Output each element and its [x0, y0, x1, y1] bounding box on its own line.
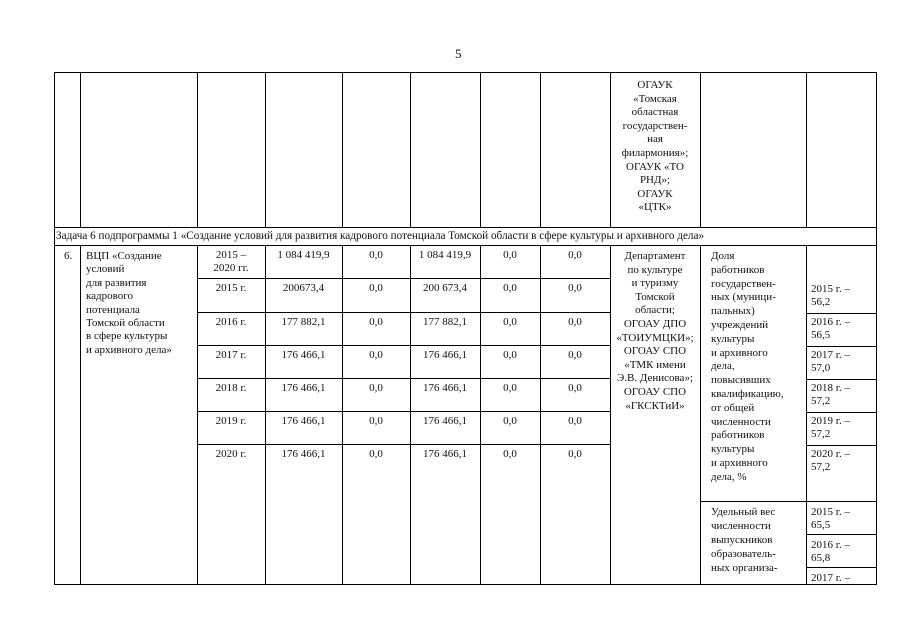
- indicator-1-value: 56,5: [811, 329, 831, 341]
- total-cell: 176 466,1: [281, 415, 326, 427]
- continuation-line: ная: [647, 133, 663, 146]
- indicator-1-value: 2015 г. –: [811, 283, 851, 295]
- funding-row-rule: [197, 378, 611, 379]
- indicator-2-value: 65,8: [811, 552, 831, 564]
- regional-cell: 176 466,1: [423, 415, 467, 427]
- executor-line: по культуре: [627, 263, 683, 276]
- program-name-line: для развития: [86, 276, 147, 289]
- municipal-cell: 0,0: [503, 382, 517, 394]
- year-cell: 2020 г.: [215, 448, 247, 460]
- column-rule: [80, 72, 81, 228]
- value-row-rule: [806, 346, 877, 347]
- funding-row-rule: [197, 444, 611, 445]
- indicator-1-line: от общей: [711, 401, 755, 414]
- federal-cell: 0,0: [369, 316, 383, 328]
- column-rule: [80, 245, 81, 585]
- indicator-1-value: 57,2: [811, 428, 831, 440]
- regional-cell: 177 882,1: [423, 316, 467, 328]
- value-row-rule: [806, 534, 877, 535]
- indicator-1-line: пальных): [711, 305, 755, 318]
- row-number: 6.: [64, 250, 73, 262]
- indicator-2-value: 2015 г. –: [811, 506, 851, 518]
- extrabudget-cell: 0,0: [568, 415, 582, 427]
- indicator-1-line: работников: [711, 429, 765, 442]
- year-cell: 2017 г.: [215, 349, 247, 361]
- column-rule: [540, 72, 541, 228]
- federal-cell: 0,0: [369, 249, 383, 261]
- continuation-line: областная: [631, 106, 679, 119]
- column-rule: [806, 72, 807, 228]
- indicator-2-line: численности: [711, 520, 771, 532]
- program-name-line: условий: [86, 263, 125, 276]
- funding-row-rule: [197, 345, 611, 346]
- indicator-1-value: 57,2: [811, 395, 831, 407]
- executor-line: области;: [635, 304, 675, 317]
- continuation-line: ОГАУК: [637, 79, 673, 91]
- total-cell: 176 466,1: [281, 382, 326, 394]
- federal-cell: 0,0: [369, 382, 383, 394]
- indicator-2-value: 2016 г. –: [811, 539, 851, 551]
- table-bottom-border: [54, 584, 877, 585]
- total-cell: 176 466,1: [281, 448, 326, 460]
- total-cell: 1 084 419,9: [277, 249, 330, 261]
- indicator-2-line: выпускников: [711, 534, 773, 546]
- total-cell: 176 466,1: [281, 349, 326, 361]
- municipal-cell: 0,0: [503, 349, 517, 361]
- task-row-top: [54, 227, 877, 228]
- continuation-line: ОГАУК «ТО: [626, 160, 684, 173]
- indicator-1-line: государствен-: [711, 277, 776, 290]
- year-cell: 2019 г.: [215, 415, 247, 427]
- indicator-1-value: 56,2: [811, 296, 831, 308]
- extrabudget-cell: 0,0: [568, 349, 582, 361]
- page-number: 5: [455, 46, 462, 61]
- total-cell: 177 882,1: [281, 316, 326, 328]
- continuation-line: филармония»;: [621, 147, 689, 159]
- continuation-line: ОГАУК: [637, 187, 673, 200]
- indicator-1-line: и архивного: [711, 346, 768, 359]
- year-cell: 2020 гг.: [213, 262, 249, 274]
- indicator-1-line: дела, %: [711, 470, 747, 483]
- continuation-line: РНД»;: [639, 174, 671, 187]
- total-cell: 200673,4: [282, 282, 325, 294]
- table-right-border: [876, 72, 877, 585]
- regional-cell: 1 084 419,9: [418, 249, 472, 261]
- municipal-cell: 0,0: [503, 249, 517, 261]
- indicator-1-value: 57,0: [811, 362, 831, 374]
- regional-cell: 176 466,1: [423, 382, 467, 394]
- funding-row-rule: [197, 312, 611, 313]
- extrabudget-cell: 0,0: [568, 282, 582, 294]
- regional-cell: 176 466,1: [423, 448, 467, 460]
- executor-line: Томской: [635, 290, 675, 303]
- federal-cell: 0,0: [369, 415, 383, 427]
- continuation-line: «Томская: [633, 92, 677, 105]
- indicator-2-line: Удельный вес: [711, 506, 776, 518]
- column-rule: [197, 72, 198, 228]
- year-cell: 2016 г.: [215, 316, 247, 328]
- executor-line: «ТОИУМЦКИ»;: [616, 331, 694, 344]
- year-cell: 2015 –: [215, 249, 247, 261]
- indicator-1-line: ных (муници-: [711, 291, 776, 304]
- federal-cell: 0,0: [369, 282, 383, 294]
- executor-line: «ТМК имени: [624, 358, 686, 371]
- program-name-line: ВЦП «Создание: [86, 250, 162, 262]
- funding-row-rule: [197, 278, 611, 279]
- municipal-cell: 0,0: [503, 316, 517, 328]
- funding-row-rule: [197, 411, 611, 412]
- indicator-1-line: Доля: [711, 250, 735, 262]
- program-name-line: в сфере культуры: [86, 330, 168, 343]
- regional-cell: 176 466,1: [423, 349, 467, 361]
- continuation-line: «ЦТК»: [638, 201, 672, 214]
- indicator-1-line: дела,: [711, 360, 735, 373]
- federal-cell: 0,0: [369, 448, 383, 460]
- value-row-rule: [806, 412, 877, 413]
- regional-cell: 200 673,4: [423, 282, 467, 294]
- extrabudget-cell: 0,0: [568, 382, 582, 394]
- column-rule: [342, 72, 343, 228]
- task-title: Задача 6 подпрограммы 1 «Создание условий для развития кадрового потенциала Томской области в сфере культуры и архивного дела»: [56, 230, 705, 242]
- indicator-1-line: культуры: [711, 332, 755, 345]
- extrabudget-cell: 0,0: [568, 448, 582, 460]
- indicator-1-line: и архивного: [711, 457, 768, 469]
- indicator-1-value: 2018 г. –: [811, 382, 851, 394]
- indicator-1-line: культуры: [711, 443, 755, 456]
- value-row-rule: [806, 445, 877, 446]
- value-row-rule: [806, 313, 877, 314]
- indicator-2-value: 2017 г. –: [811, 572, 851, 584]
- indicator-divider: [700, 501, 877, 502]
- indicator-2-line: ных организа-: [711, 562, 778, 574]
- program-name-line: потенциала: [86, 303, 140, 316]
- year-cell: 2015 г.: [215, 282, 247, 294]
- municipal-cell: 0,0: [503, 448, 517, 460]
- program-name-line: и архивного дела»: [86, 343, 172, 356]
- program-name-line: кадрового: [86, 290, 134, 303]
- task-row-bottom: [54, 245, 877, 246]
- value-row-rule: [806, 567, 877, 568]
- indicator-1-value: 57,2: [811, 461, 831, 473]
- municipal-cell: 0,0: [503, 415, 517, 427]
- federal-cell: 0,0: [369, 349, 383, 361]
- indicator-1-value: 2016 г. –: [811, 316, 851, 328]
- indicator-1-value: 2019 г. –: [811, 415, 851, 427]
- indicator-1-line: квалификацию,: [711, 388, 784, 400]
- indicator-1-line: работников: [711, 263, 765, 276]
- indicator-1-line: численности: [711, 415, 771, 428]
- column-rule: [700, 72, 701, 228]
- column-rule: [480, 72, 481, 228]
- extrabudget-cell: 0,0: [568, 316, 582, 328]
- executor-line: ОГОАУ ДПО: [623, 318, 687, 330]
- indicator-2-line: образователь-: [711, 548, 776, 560]
- extrabudget-cell: 0,0: [568, 249, 582, 261]
- column-rule: [700, 245, 701, 585]
- continuation-line: государствен-: [622, 119, 688, 132]
- column-rule: [265, 72, 266, 228]
- executor-line: ОГОАУ СПО: [623, 345, 687, 358]
- table-top-border: [54, 72, 877, 73]
- table-left-border: [54, 72, 55, 585]
- executor-line: и туризму: [631, 277, 679, 290]
- executor-line: Департамент: [624, 250, 686, 262]
- indicator-1-value: 2017 г. –: [811, 349, 851, 361]
- indicator-1-value: 2020 г. –: [811, 448, 851, 460]
- program-name-line: Томской области: [86, 317, 165, 329]
- indicator-1-line: учреждений: [711, 319, 769, 331]
- executor-line: ОГОАУ СПО: [623, 386, 687, 398]
- indicator-1-line: повысивших: [711, 374, 771, 387]
- executor-line: Э.В. Денисова»;: [616, 372, 693, 385]
- column-rule: [410, 72, 411, 228]
- municipal-cell: 0,0: [503, 282, 517, 294]
- value-row-rule: [806, 379, 877, 380]
- year-cell: 2018 г.: [215, 382, 247, 394]
- executor-line: «ГКСКТиИ»: [625, 399, 685, 412]
- indicator-2-value: 65,5: [811, 519, 831, 531]
